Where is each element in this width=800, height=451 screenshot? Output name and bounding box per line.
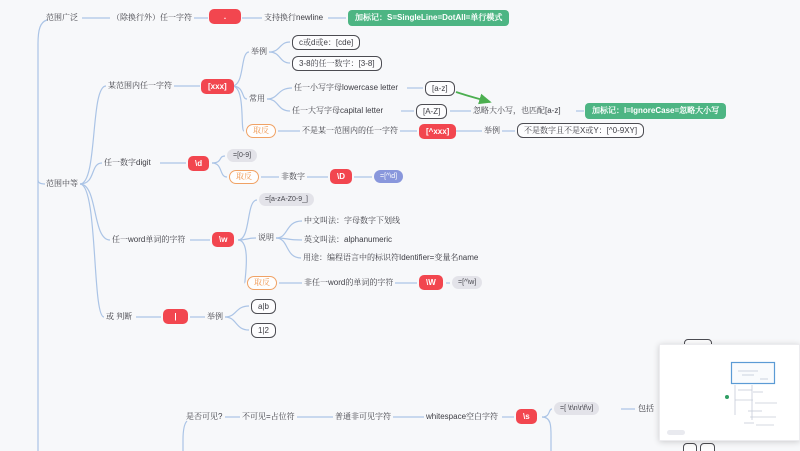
box-range-example-1[interactable]: c或d或e：[cde] bbox=[292, 35, 360, 50]
pill-digit-negate[interactable]: 取反 bbox=[229, 170, 259, 184]
node-range-example-label[interactable]: 举例 bbox=[251, 47, 267, 56]
node-wide-newline[interactable]: 支持换行newline bbox=[264, 13, 324, 22]
node-word-note-1[interactable]: 中文叫法：字母数字下划线 bbox=[304, 216, 400, 225]
minimap[interactable] bbox=[659, 344, 800, 441]
badge-range[interactable]: [xxx] bbox=[201, 79, 234, 94]
node-range-negate-text[interactable]: 不是某一范围内的任一字符 bbox=[302, 126, 398, 135]
badge-word-negate[interactable]: \W bbox=[419, 275, 443, 290]
minimap-sketch bbox=[660, 345, 799, 440]
node-ignorecase-note[interactable]: 忽略大小写，也匹配[a-z] bbox=[473, 106, 561, 115]
node-common-invisible[interactable]: 普通非可见字符 bbox=[335, 412, 391, 421]
pill-digit-negate-equals[interactable]: =[^\d] bbox=[374, 170, 403, 183]
node-wide-anychar[interactable]: （除换行外）任一字符 bbox=[112, 13, 192, 22]
node-or-example-label[interactable]: 举例 bbox=[207, 312, 223, 321]
hidden-box-2[interactable] bbox=[683, 443, 697, 451]
box-or-example-1[interactable]: a|b bbox=[251, 299, 276, 314]
box-uppercase[interactable]: [A-Z] bbox=[416, 104, 447, 119]
node-word-negate-text[interactable]: 非任一word的单词的字符 bbox=[304, 278, 394, 287]
badge-range-negate[interactable]: [^xxx] bbox=[419, 124, 456, 139]
pill-word-negate[interactable]: 取反 bbox=[247, 276, 277, 290]
node-medium-label[interactable]: 范围中等 bbox=[46, 179, 78, 188]
badge-dot[interactable]: . bbox=[209, 9, 241, 24]
badge-word[interactable]: \w bbox=[212, 232, 234, 247]
node-word-note-label[interactable]: 说明 bbox=[258, 233, 274, 242]
node-uppercase[interactable]: 任一大写字母capital letter bbox=[292, 106, 384, 115]
node-digit-negate-text[interactable]: 非数字 bbox=[281, 172, 305, 181]
node-range-label[interactable]: 某范围内任一字符 bbox=[108, 81, 172, 90]
node-range-negate-example-label[interactable]: 举例 bbox=[484, 126, 500, 135]
hidden-box-3[interactable] bbox=[700, 443, 715, 451]
tag-singleline[interactable]: 加标记：S=SingleLine=DotAll=单行模式 bbox=[348, 10, 509, 26]
node-digit-label[interactable]: 任一数字digit bbox=[104, 158, 151, 167]
node-visible-label[interactable]: 是否可见? bbox=[186, 412, 223, 421]
pill-word-equals[interactable]: =[a-zA-Z0-9_] bbox=[259, 193, 314, 206]
node-word-label[interactable]: 任一word单词的字符 bbox=[112, 235, 186, 244]
node-include[interactable]: 包括 bbox=[638, 404, 654, 413]
minimap-viewport[interactable] bbox=[732, 363, 775, 384]
node-whitespace[interactable]: whitespace空白字符 bbox=[426, 412, 499, 421]
node-common-label[interactable]: 常用 bbox=[249, 94, 265, 103]
pill-word-negate-equals[interactable]: =[^\w] bbox=[452, 276, 482, 289]
pill-whitespace-equals[interactable]: =[ \t\n\r\f\v] bbox=[554, 402, 599, 415]
node-invisible[interactable]: 不可见=占位符 bbox=[242, 412, 295, 421]
tag-ignorecase[interactable]: 加标记：I=IgnoreCase=忽略大小写 bbox=[585, 103, 726, 119]
ignore-case-arrow bbox=[456, 92, 490, 102]
badge-or[interactable]: | bbox=[163, 309, 188, 324]
minimap-green-dot bbox=[725, 395, 729, 399]
node-lowercase[interactable]: 任一小写字母lowercase letter bbox=[294, 83, 399, 92]
box-range-example-2[interactable]: 3-8的任一数字：[3-8] bbox=[292, 56, 382, 71]
node-word-note-2[interactable]: 英文叫法：alphanumeric bbox=[304, 235, 393, 244]
node-or-label[interactable]: 或 判断 bbox=[106, 312, 133, 321]
badge-digit[interactable]: \d bbox=[188, 156, 209, 171]
box-range-negate-example[interactable]: 不是数字且不是X或Y：[^0-9XY] bbox=[517, 123, 644, 138]
box-lowercase[interactable]: [a-z] bbox=[425, 81, 455, 96]
node-wide-label[interactable]: 范围广泛 bbox=[46, 13, 78, 22]
badge-digit-negate[interactable]: \D bbox=[330, 169, 352, 184]
box-or-example-2[interactable]: 1|2 bbox=[251, 323, 276, 338]
pill-range-negate[interactable]: 取反 bbox=[246, 124, 276, 138]
pill-digit-equals[interactable]: =[0-9] bbox=[227, 149, 257, 162]
node-word-note-3[interactable]: 用途：编程语言中的标识符Identifier=变量名name bbox=[303, 253, 479, 262]
badge-whitespace[interactable]: \s bbox=[516, 409, 537, 424]
